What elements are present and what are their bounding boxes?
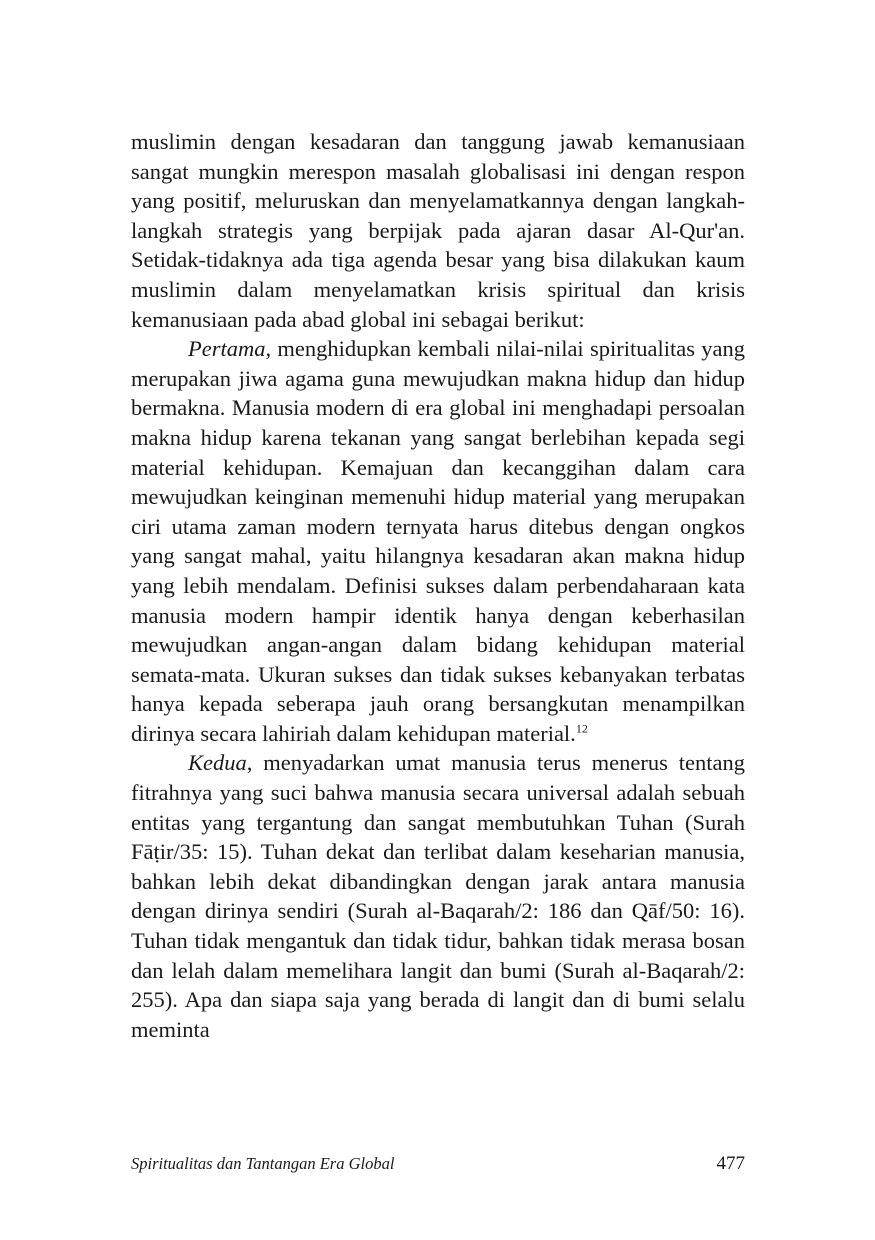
paragraph-pertama-text: , menghidupkan kembali nilai-nilai spiritualitas yang merupakan jiwa agama guna mewujudkan makna hidup dan hidup bermakna. Manusia modern di era global ini menghadapi persoalan makna hidup karena tekanan yang sangat berlebihan kepada segi material kehidupan. Kemajuan dan kecanggihan dalam cara mewujudkan keinginan memenuhi hidup material yang merupakan ciri utama zaman modern ternyata harus ditebus dengan ongkos yang sangat mahal, yaitu hilangnya kesadaran akan makna hidup yang lebih mendalam. Definisi sukses dalam perbendaharaan kata manusia modern hampir identik hanya dengan keberhasilan mewujudkan angan-angan dalam bidang kehidupan material semata-mata. Ukuran sukses dan tidak sukses kebanyakan terbatas hanya kepada seberapa jauh orang bersangkutan menampilkan dirinya secara lahiriah dalam kehidupan material. bbox=[131, 336, 745, 746]
running-title: Spiritualitas dan Tantangan Era Global bbox=[131, 1154, 395, 1173]
paragraph-kedua bbox=[131, 748, 745, 1044]
body-text bbox=[131, 127, 745, 1044]
paragraph-kedua-lead: Kedua bbox=[188, 750, 247, 776]
paragraph-intro: muslimin dengan kesadaran dan tanggung jawab kemanusiaan sangat mungkin merespon masalah globalisasi ini dengan respon yang positif, meluruskan dan menyelamatkannya dengan langkah-langkah strategis yang berpijak pada ajaran dasar Al-Qur'an. Setidak-tidaknya ada tiga agenda besar yang bisa dilakukan kaum muslimin dalam menyelamatkan krisis spiritual dan krisis kemanusiaan pada abad global ini sebagai berikut: bbox=[131, 129, 745, 332]
paragraph-kedua-text: , menyadarkan umat manusia terus menerus tentang fitrahnya yang suci bahwa manusia secara universal adalah sebuah entitas yang tergantung dan sangat membutuhkan Tuhan (Surah Fāṭir/35: 15). Tuhan dekat dan terlibat dalam keseharian manusia, bahkan lebih dekat dibandingkan dengan jarak antara manusia dengan dirinya sendiri (Surah al-Baqarah/2: 186 dan Qāf/50: 16). Tuhan tidak mengantuk dan tidak tidur, bahkan tidak merasa bosan dan lelah dalam memelihara langit dan bumi (Surah al-Baqarah/2: 255). Apa dan siapa saja yang berada di langit dan di bumi selalu meminta bbox=[131, 750, 745, 1042]
page-footer bbox=[131, 1152, 745, 1178]
footnote-marker: 12 bbox=[575, 721, 588, 736]
page-number: 477 bbox=[716, 1153, 745, 1174]
paragraph-pertama-lead: Pertama bbox=[188, 336, 266, 362]
paragraph-pertama bbox=[131, 334, 745, 748]
